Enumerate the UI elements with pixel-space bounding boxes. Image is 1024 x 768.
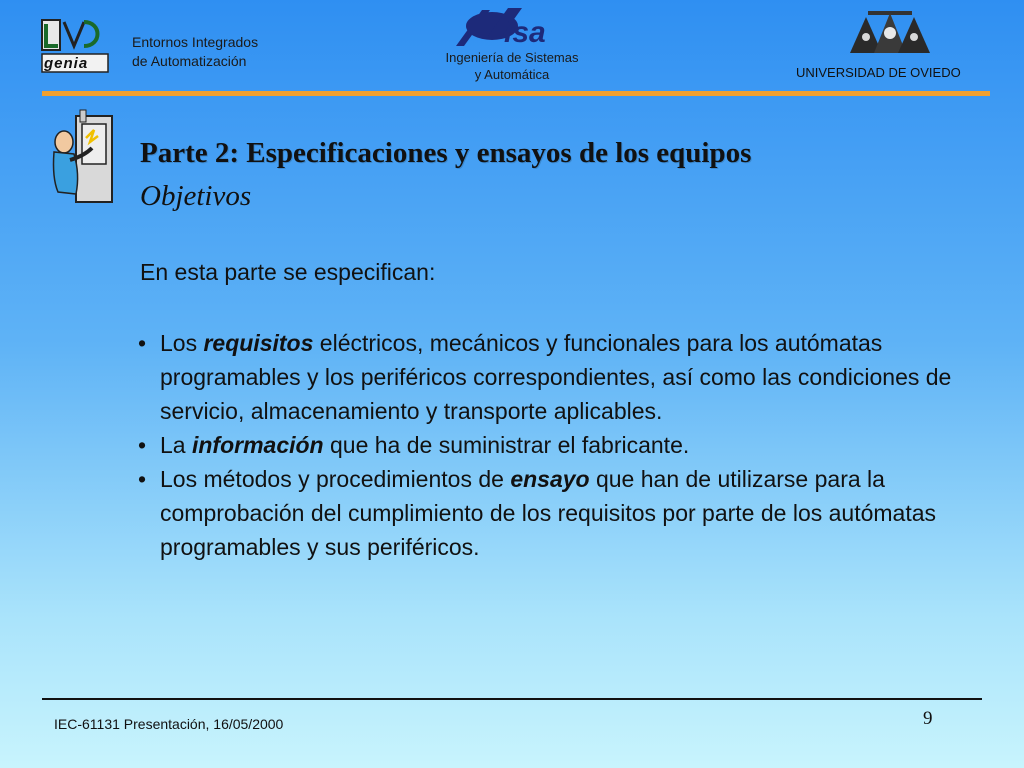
university-seal-graphic (846, 5, 934, 55)
genia-logo-text: genia (44, 55, 89, 72)
bullet-item (138, 462, 1008, 564)
footer-text: IEC-61131 Presentación, 16/05/2000 (54, 716, 284, 732)
bullet-item (138, 428, 1008, 462)
bullet-keyword: requisitos (203, 330, 314, 356)
page-number: 9 (923, 708, 933, 729)
slide-subtitle: Objetivos (140, 180, 252, 212)
bullet-keyword: ensayo (510, 466, 590, 492)
footer-divider (42, 698, 982, 700)
worker-panel-icon (50, 108, 116, 204)
worker-panel-graphic (50, 108, 116, 204)
genia-logo (40, 16, 112, 76)
bullet-text-pre: Los (160, 330, 204, 356)
bullet-text-pre: Los métodos y procedimientos de (160, 466, 511, 492)
header-center-line2: y Automática (474, 67, 550, 82)
header-left-line1: Entornos Integrados (132, 34, 259, 50)
bullet-text-post: que ha de suministrar el fabricante. (323, 432, 690, 458)
header-center-line1: Ingeniería de Sistemas (445, 50, 579, 65)
intro-text: En esta parte se especifican: (140, 259, 436, 285)
header-left-line2: de Automatización (132, 53, 247, 69)
objectives-list (138, 326, 1008, 564)
header-left-text (132, 33, 258, 71)
bullet-item (138, 326, 1008, 428)
university-name: UNIVERSIDAD DE OVIEDO (796, 65, 961, 80)
bullet-text-post: que han de utilizarse para la comprobación del cumplimiento de los requisitos por parte de los autómatas programables y sus periféricos. (160, 466, 937, 560)
bullet-text-post: eléctricos, mecánicos y funcionales para los autómatas programables y los periféricos correspondientes, así como las condiciones de servicio, almacenamiento y transporte aplicables. (160, 330, 952, 424)
slide-title: Parte 2: Especificaciones y ensayos de los equipos (140, 137, 752, 169)
header-divider (42, 91, 990, 96)
bullet-keyword: información (191, 432, 324, 458)
university-seal (846, 5, 934, 55)
isa-logo-text: isa (504, 16, 546, 49)
isa-logo (452, 6, 572, 50)
bullet-text-pre: La (160, 432, 192, 458)
header-center-text (430, 49, 594, 83)
